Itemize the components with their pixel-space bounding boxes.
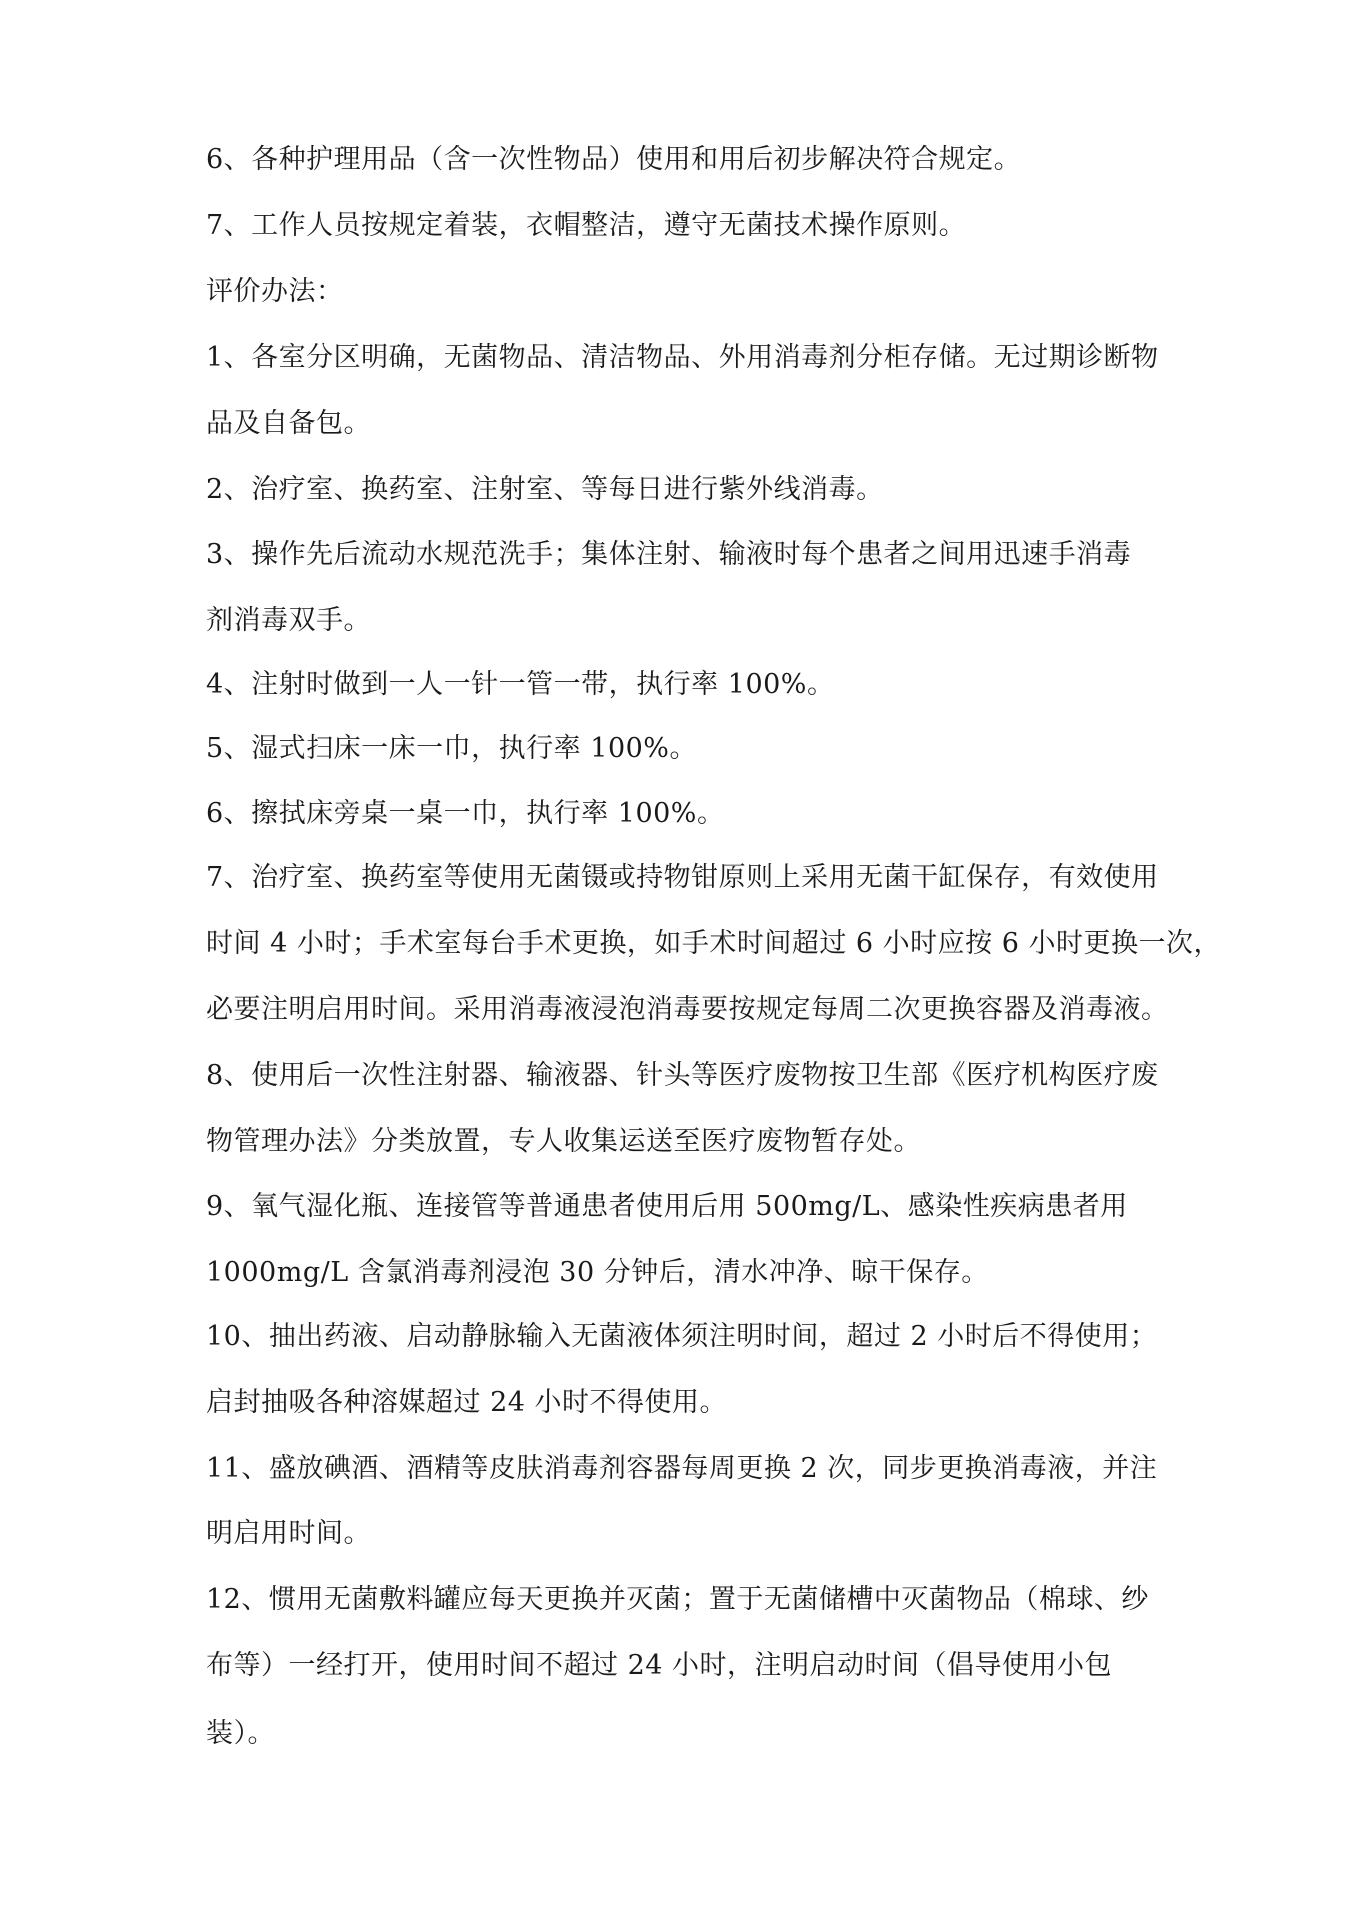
- text-line: 5、湿式扫床一床一巾，执行率 100%。: [206, 733, 697, 764]
- text-line: 9、氧气湿化瓶、连接管等普通患者使用后用 500mg/L、感染性疾病患者用: [206, 1191, 1128, 1222]
- text-line: 布等）一经打开，使用时间不超过 24 小时，注明启动时间（倡导使用小包: [206, 1650, 1113, 1681]
- text-line: 启封抽吸各种溶媒超过 24 小时不得使用。: [206, 1387, 728, 1418]
- text-line: 必要注明启用时间。采用消毒液浸泡消毒要按规定每周二次更换容器及消毒液。: [206, 994, 1169, 1025]
- text-line: 6、擦拭床旁桌一桌一巾，执行率 100%。: [206, 798, 725, 829]
- text-line: 2、治疗室、换药室、注射室、等每日进行紫外线消毒。: [206, 474, 884, 505]
- text-line: 4、注射时做到一人一针一管一带，执行率 100%。: [206, 669, 835, 700]
- text-line: 装）。: [206, 1718, 275, 1749]
- text-line: 3、操作先后流动水规范洗手；集体注射、输液时每个患者之间用迅速手消毒: [206, 539, 1132, 570]
- text-line: 8、使用后一次性注射器、输液器、针头等医疗废物按卫生部《医疗机构医疗废: [206, 1060, 1159, 1091]
- text-line: 品及自备包。: [206, 408, 371, 439]
- text-line: 剂消毒双手。: [206, 605, 371, 636]
- text-line: 7、工作人员按规定着装，衣帽整洁，遵守无菌技术操作原则。: [206, 210, 967, 241]
- text-line: 明启用时间。: [206, 1518, 371, 1549]
- text-line: 11、盛放碘酒、酒精等皮肤消毒剂容器每周更换 2 次，同步更换消毒液，并注: [206, 1453, 1158, 1484]
- section-heading: 评价办法：: [206, 276, 344, 307]
- text-line: 1000mg/L 含氯消毒剂浸泡 30 分钟后，清水冲净、晾干保存。: [206, 1257, 989, 1288]
- text-line: 时间 4 小时；手术室每台手术更换，如手术时间超过 6 小时应按 6 小时更换一次，: [206, 928, 1222, 959]
- text-line: 7、治疗室、换药室等使用无菌镊或持物钳原则上采用无菌干缸保存，有效使用: [206, 862, 1159, 893]
- text-line: 12、惯用无菌敷料罐应每天更换并灭菌；置于无菌储槽中灭菌物品（棉球、纱: [206, 1584, 1149, 1615]
- text-line: 10、抽出药液、启动静脉输入无菌液体须注明时间，超过 2 小时后不得使用；: [206, 1321, 1158, 1352]
- text-line: 6、各种护理用品（含一次性物品）使用和用后初步解决符合规定。: [206, 144, 1022, 175]
- text-line: 物管理办法》分类放置，专人收集运送至医疗废物暂存处。: [206, 1126, 921, 1157]
- text-line: 1、各室分区明确，无菌物品、清洁物品、外用消毒剂分柜存储。无过期诊断物: [206, 342, 1159, 373]
